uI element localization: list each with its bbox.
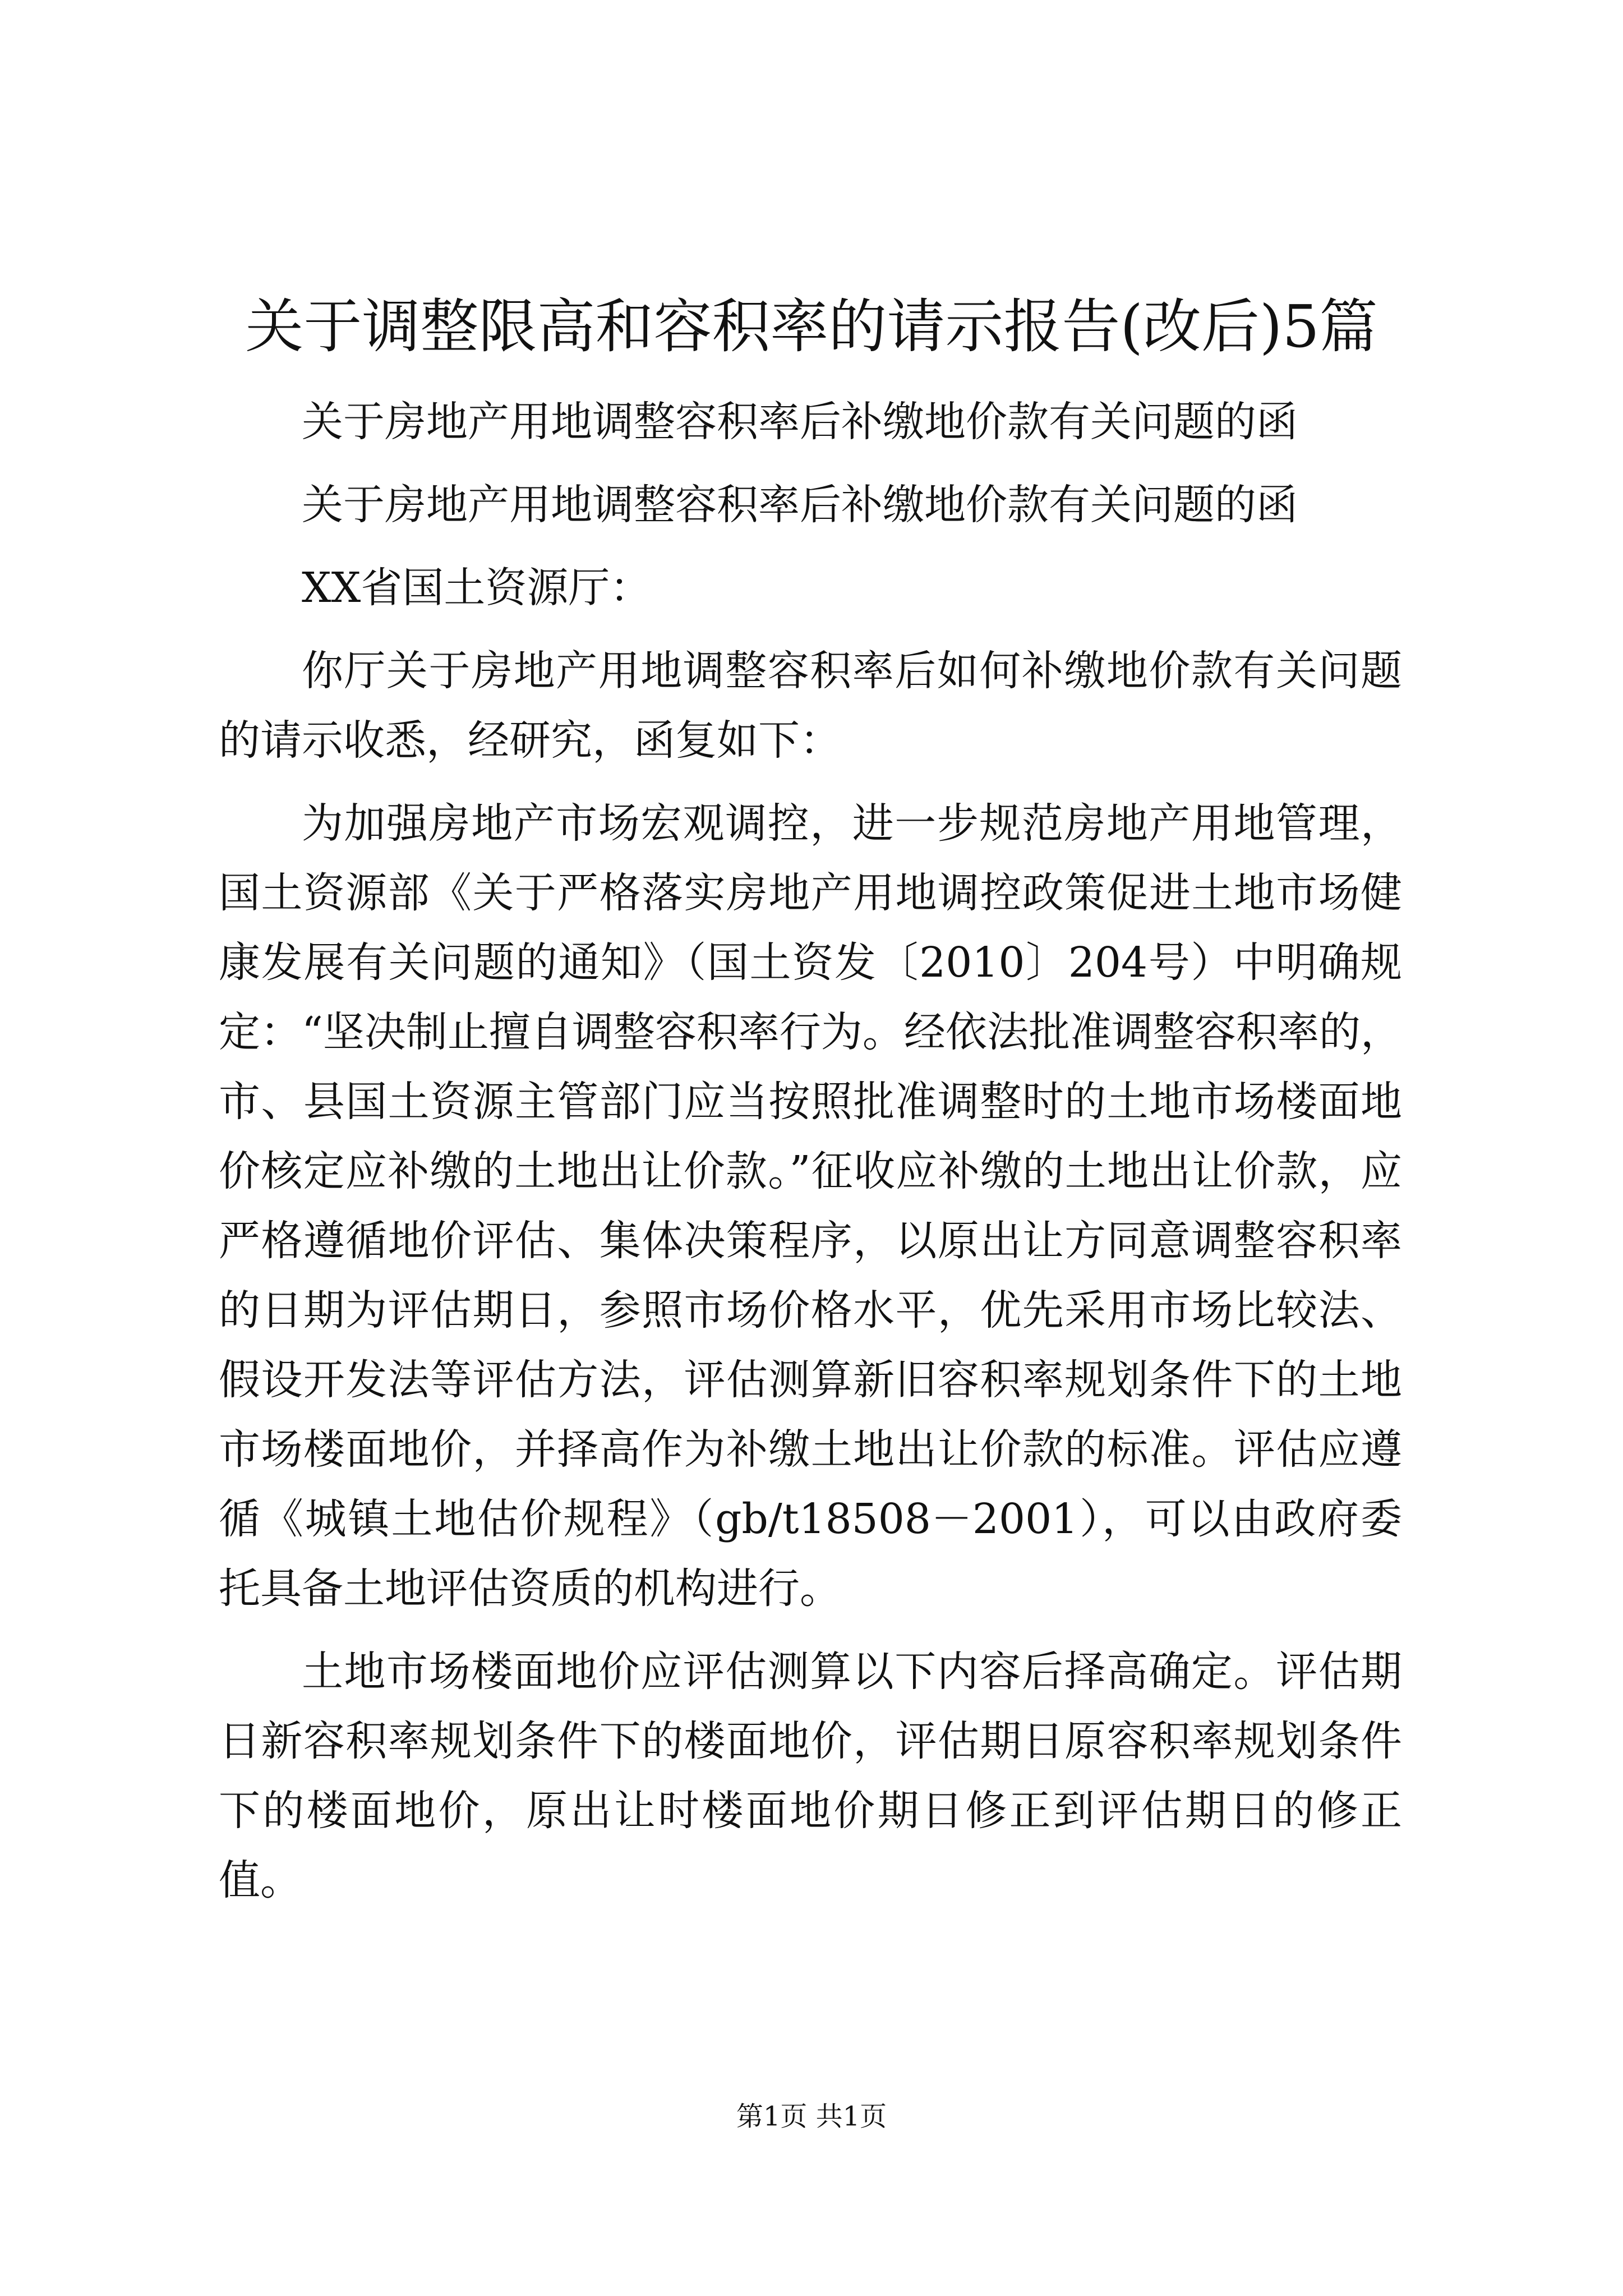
page-footer: 第1页 共1页 [736, 2101, 887, 2132]
paragraph-intro: 你厅关于房地产用地调整容积率后如何补缴地价款有关问题的请示收悉，经研究，函复如下： [219, 647, 1402, 765]
paragraph-subtitle-1: 关于房地产用地调整容积率后补缴地价款有关问题的函 [302, 398, 1298, 446]
paragraph-conclusion: 土地市场楼面地价应评估测算以下内容后择高确定。评估期日新容积率规划条件下的楼面地价，评估期日原容积率规划条件下的楼面地价，原出让时楼面地价期日修正到评估期日的修正值。 [219, 1648, 1402, 1904]
document-title: 关于调整限高和容积率的请示报告(改后)5篇 [245, 292, 1378, 361]
paragraph-addressee: XX省国土资源厅： [302, 564, 652, 612]
document-body [219, 387, 1402, 1929]
paragraph-main: 为加强房地产市场宏观调控，进一步规范房地产用地管理，国土资源部《关于严格落实房地产用地调控政策促进土地市场健康发展有关问题的通知》（国土资发〔2010〕204号）中明确规定：“坚决制止擅自调整容积率行为。经依法批准调整容积率的，市、县国土资源主管部门应当按照批准调整时的土地市场楼面地价核定应补缴的土地出让价款。”征收应补缴的土地出让价款，应严格遵循地价评估、集体决策程序，以原出让方同意调整容积率的日期为评估期日，参照市场价格水平，优先采用市场比较法、假设开发法等评估方法，评估测算新旧容积率规划条件下的土地市场楼面地价，并择高作为补缴土地出让价款的标准。评估应遵循《城镇土地估价规程》（gb/t18508－2001），可以由政府委托具备土地评估资质的机构进行。 [219, 799, 1402, 1613]
paragraph-subtitle-2: 关于房地产用地调整容积率后补缴地价款有关问题的函 [302, 481, 1298, 529]
